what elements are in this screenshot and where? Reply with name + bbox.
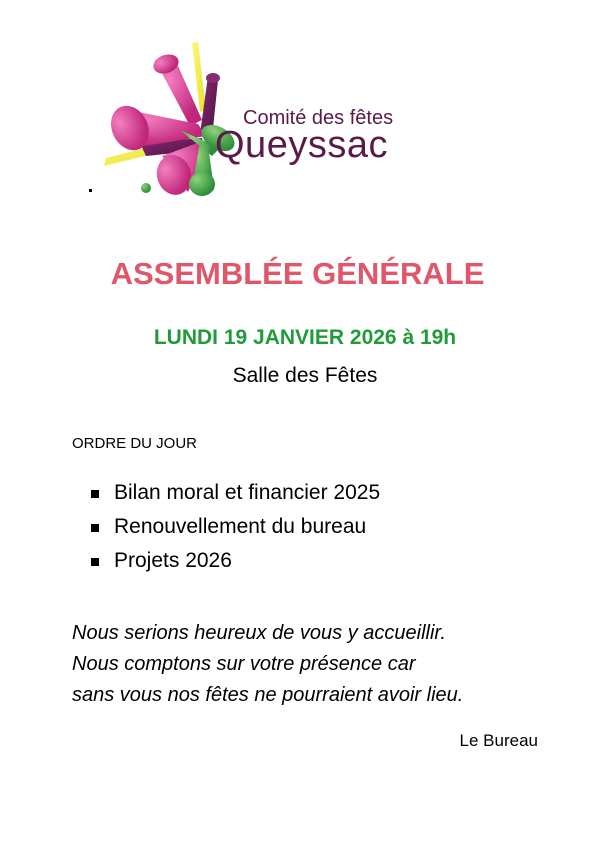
list-item: [72, 478, 380, 512]
bullet-icon: [91, 558, 99, 566]
message-line: Nous comptons sur votre présence car: [72, 653, 416, 675]
list-item: [72, 546, 380, 580]
agenda-list: [72, 478, 380, 580]
signature: Le Bureau: [459, 731, 538, 750]
list-item-label: Bilan moral et financier 2025: [114, 481, 381, 504]
message-line: Nous serions heureux de vous y accueillir.: [72, 622, 446, 644]
event-date: LUNDI 19 JANVIER 2026 à 19h: [153, 326, 457, 349]
bullet-icon: [91, 490, 99, 498]
event-venue: Salle des Fêtes: [232, 364, 378, 387]
logo-name: Queyssac: [215, 124, 388, 166]
list-item-label: Projets 2026: [114, 549, 232, 572]
stray-dot: [89, 189, 92, 192]
logo: [100, 38, 420, 203]
agenda-heading: ORDRE DU JOUR: [72, 435, 198, 452]
bullet-icon: [91, 524, 99, 532]
invitation-message: [72, 618, 463, 711]
logo-subtitle: Comité des fêtes: [243, 107, 394, 129]
message-line: sans vous nos fêtes ne pourraient avoir lieu.: [72, 684, 464, 706]
list-item: [72, 512, 380, 546]
list-item-label: Renouvellement du bureau: [114, 515, 367, 538]
page-title: ASSEMBLÉE GÉNÉRALE: [110, 256, 485, 291]
